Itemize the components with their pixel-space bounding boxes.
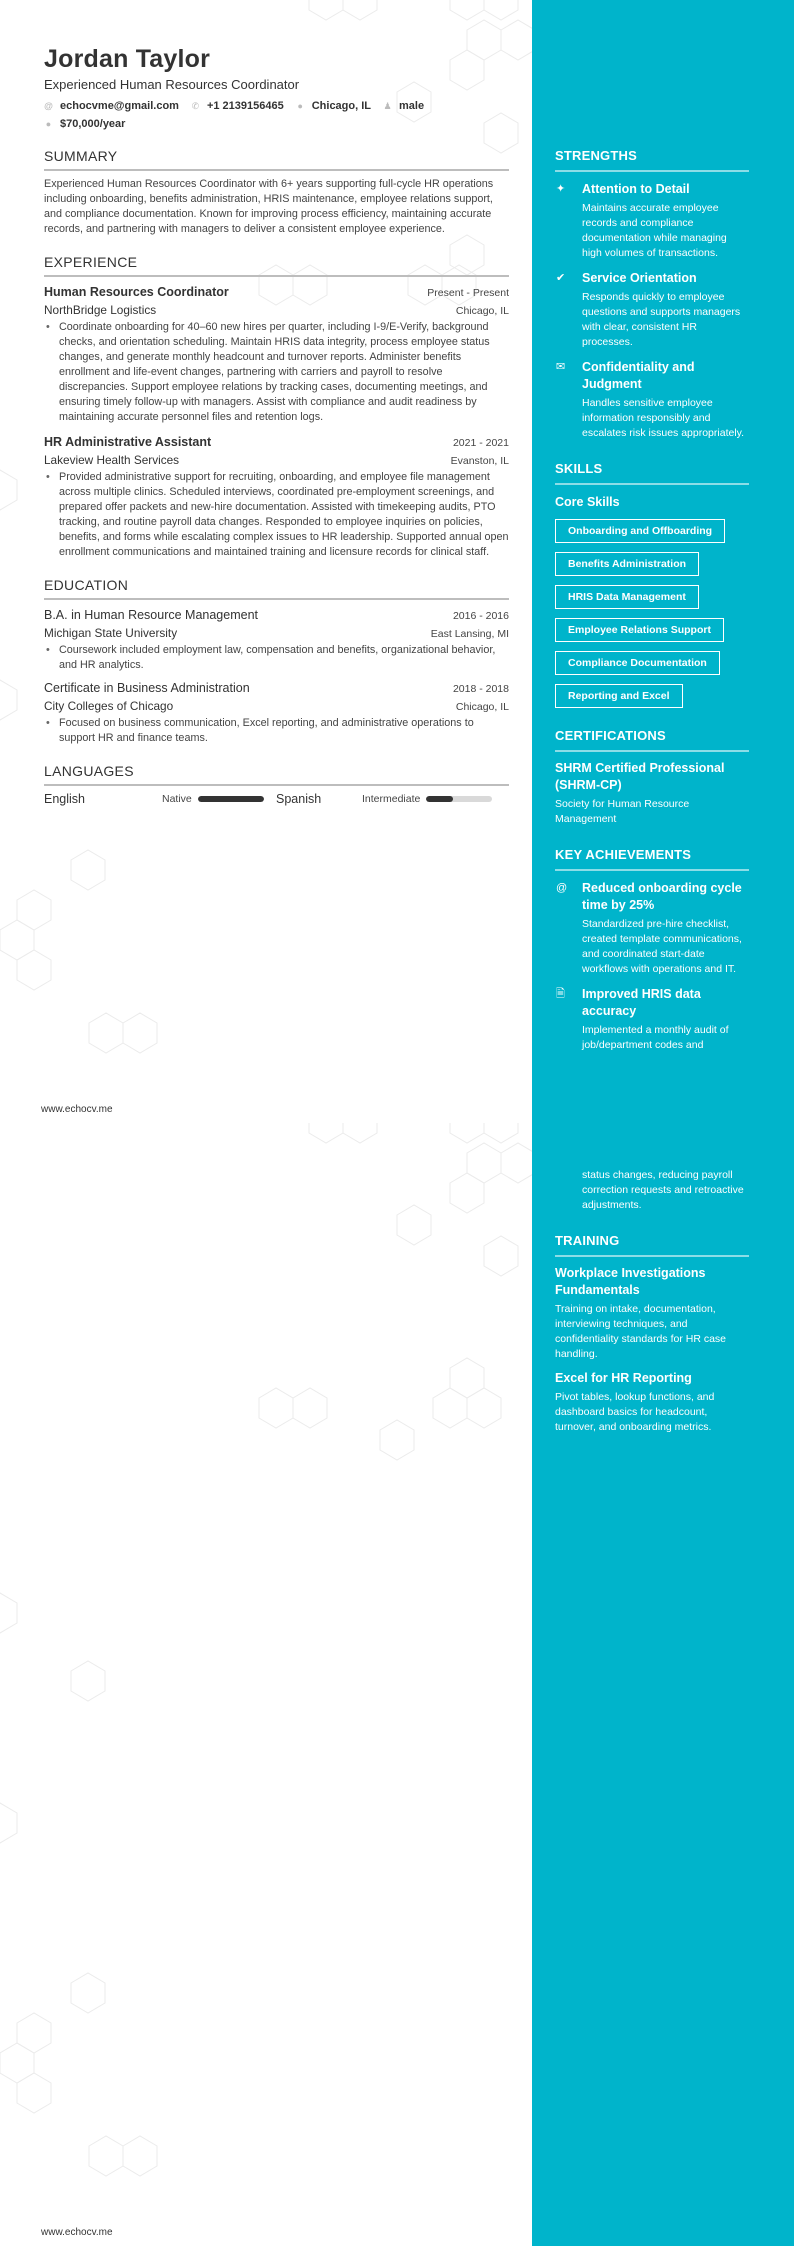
education-description: • Focused on business communication, Excel reporting, and administrative operations to support HR and finance teams. (44, 716, 509, 746)
footer-website[interactable]: www.echocv.me (41, 2227, 113, 2238)
training-description: Training on intake, documentation, interviewing techniques, and confidentiality standards for HR case handling. (555, 1303, 726, 1360)
section-title-training: TRAINING (555, 1233, 749, 1257)
job-location: Chicago, IL (455, 305, 509, 317)
languages-list (44, 792, 509, 806)
job-title: Human Resources Coordinator (44, 285, 229, 299)
at-icon: @ (44, 100, 53, 111)
section-title-education: EDUCATION (44, 576, 509, 600)
check-circle-icon: ✔ (556, 272, 566, 284)
section-title-strengths: STRENGTHS (555, 148, 749, 172)
language-name: Spanish (276, 792, 322, 806)
sidebar-column (555, 148, 749, 1053)
resume-page-2 (0, 1123, 794, 2246)
certification-name: SHRM Certified Professional (SHRM-CP) (555, 761, 725, 792)
training-name: Excel for HR Reporting (555, 1371, 692, 1385)
dollar-coin-icon: ● (45, 118, 52, 129)
phone-icon: ✆ (191, 100, 200, 111)
section-title-languages: LANGUAGES (44, 762, 509, 786)
education-item (44, 679, 509, 746)
strength-item (555, 359, 749, 441)
contact-email[interactable]: @ echocvme@gmail.com (44, 100, 179, 112)
school-location: Chicago, IL (455, 701, 509, 713)
company-name: NorthBridge Logistics (44, 303, 157, 317)
achievement-item (555, 986, 749, 1053)
section-title-skills: SKILLS (555, 461, 749, 485)
strength-title: Confidentiality and Judgment (582, 360, 695, 391)
achievement-description: Implemented a monthly audit of job/department codes and (582, 1024, 729, 1051)
contact-salary: ● $70,000/year (45, 118, 126, 130)
candidate-headline: Experienced Human Resources Coordinator (44, 77, 300, 92)
experience-item (44, 283, 509, 425)
skill-chip: Onboarding and Offboarding (555, 519, 725, 543)
location-pin-icon: ● (297, 100, 303, 111)
skill-chip: HRIS Data Management (555, 585, 699, 609)
achievement-item (555, 880, 749, 977)
file-plus-icon: 🗎 (556, 988, 565, 1000)
language-item (276, 792, 509, 806)
skill-chip: Employee Relations Support (555, 618, 724, 642)
education-dates: 2016 - 2016 (452, 610, 509, 622)
education-description: • Coursework included employment law, compensation and benefits, organizational behavior, and HR analytics. (44, 643, 509, 673)
strength-description: Maintains accurate employee records and compliance documentation while managing high volumes of transactions. (582, 202, 727, 259)
hexagon-pattern-background (0, 1123, 532, 2246)
section-title-certifications: CERTIFICATIONS (555, 728, 749, 752)
experience-item (44, 433, 509, 560)
strength-description: Responds quickly to employee questions and supports managers with clear, consistent HR processes. (582, 291, 741, 348)
training-name: Workplace Investigations Fundamentals (555, 1266, 706, 1297)
at-icon: @ (556, 882, 568, 894)
strength-title: Attention to Detail (582, 182, 690, 196)
envelope-open-icon: ✉ (556, 361, 566, 373)
language-level: Native (162, 793, 192, 805)
summary-text: Experienced Human Resources Coordinator with 6+ years supporting full-cycle HR operations including onboarding, benefits administration, HRIS maintenance, employee relations support, and compliance documentation. Known for improving process efficiency, maintaining accurate records, and partnering with managers to deliver a consistent employee experience. (44, 178, 494, 235)
main-column (44, 44, 509, 806)
school-name: City Colleges of Chicago (44, 699, 174, 713)
language-level: Intermediate (362, 793, 421, 805)
achievement-description: status changes, reducing payroll correction requests and retroactive adjustments. (582, 1169, 744, 1211)
contact-location: ● Chicago, IL (297, 100, 371, 112)
job-description: • Provided administrative support for recruiting, onboarding, and employee file management across multiple clinics. Scheduled interviews, coordinated pre-employment screenings, and prepared offer packets and new-hire documentation. Assisted with timekeeping audits, PTO tracking, and routine payroll data changes. Responded to employee inquiries on policies, benefits, and forms while escalating complex issues to HR leadership. Supported annual open enrollment communications and maintained training and licensure records for clinical staff. (44, 470, 509, 560)
achievement-title: Improved HRIS data accuracy (582, 987, 701, 1018)
skill-chip: Benefits Administration (555, 552, 699, 576)
person-icon: ♟ (383, 100, 392, 111)
school-name: Michigan State University (44, 626, 178, 640)
achievement-description: Standardized pre-hire checklist, created template communications, and coordinated start-date workflows with operations and IT. (582, 918, 742, 975)
footer-website[interactable]: www.echocv.me (41, 1104, 113, 1115)
job-dates: 2021 - 2021 (452, 437, 509, 449)
contact-phone[interactable]: ✆ +1 2139156465 (191, 100, 284, 112)
sidebar-column (555, 1168, 749, 1435)
school-location: East Lansing, MI (430, 628, 509, 640)
language-item (44, 792, 276, 806)
certification-issuer: Society for Human Resource Management (555, 798, 690, 825)
contact-gender: ♟ male (383, 100, 425, 112)
skill-chip: Compliance Documentation (555, 651, 720, 675)
job-location: Evanston, IL (450, 455, 509, 467)
degree-name: B.A. in Human Resource Management (44, 608, 258, 622)
company-name: Lakeview Health Services (44, 453, 180, 467)
job-title: HR Administrative Assistant (44, 435, 212, 449)
skills-list (555, 510, 749, 708)
job-dates: Present - Present (427, 287, 509, 299)
strength-item (555, 270, 749, 350)
strength-description: Handles sensitive employee information responsibly and escalates risk issues appropriately. (582, 397, 745, 439)
education-dates: 2018 - 2018 (452, 683, 509, 695)
strength-item (555, 181, 749, 261)
skills-group-title: Core Skills (555, 495, 620, 509)
candidate-name: Jordan Taylor (44, 45, 211, 73)
language-proficiency-bar (426, 796, 492, 802)
education-item (44, 606, 509, 673)
language-name: English (44, 792, 85, 806)
job-description: • Coordinate onboarding for 40–60 new hires per quarter, including I-9/E-Verify, background checks, and orientation scheduling. Maintain HRIS data integrity, process employee status changes, and generate monthly headcount and turnover reports. Administer benefits enrollment and life-event changes, partnering with carriers and payroll to resolve discrepancies. Support employee relations by tracking cases, documenting meetings, and ensuring timely follow-up with managers. Assist with compliance and audit readiness by maintaining accurate personnel files and retention logs. (44, 320, 509, 425)
contact-info (44, 97, 509, 133)
achievement-title: Reduced onboarding cycle time by 25% (582, 881, 742, 912)
section-title-key-achievements: KEY ACHIEVEMENTS (555, 847, 749, 871)
sparkle-slash-icon: ✦ (556, 183, 566, 195)
section-title-experience: EXPERIENCE (44, 253, 509, 277)
section-title-summary: SUMMARY (44, 147, 509, 171)
strength-title: Service Orientation (582, 271, 697, 285)
skill-chip: Reporting and Excel (555, 684, 683, 708)
achievement-item-continued (555, 1168, 749, 1213)
degree-name: Certificate in Business Administration (44, 681, 250, 695)
language-proficiency-bar (198, 796, 264, 802)
training-description: Pivot tables, lookup functions, and dashboard basics for headcount, turnover, and onboarding metrics. (555, 1391, 715, 1433)
